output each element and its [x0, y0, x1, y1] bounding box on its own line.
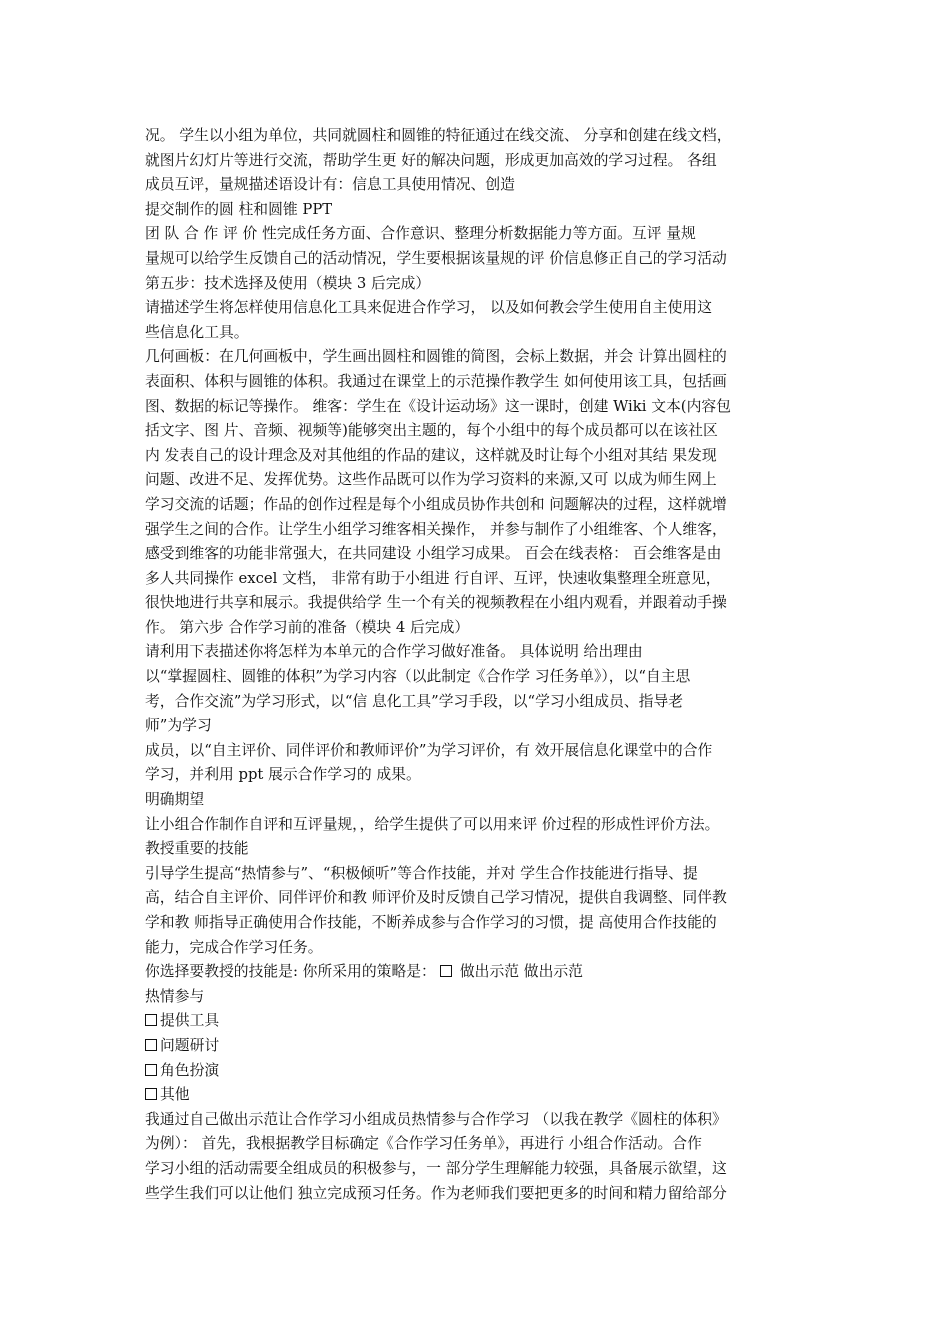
text-line: 况。 学生以小组为单位，共同就圆柱和圆锥的特征通过在线交流、 分享和创建在线文档， [145, 127, 732, 144]
text-line: 第五步：技术选择及使用（模块 3 后完成） [145, 274, 431, 292]
text-line: 请描述学生将怎样使用信息化工具来促进合作学习， 以及如何教会学生使用自主使用这 [145, 299, 712, 317]
text-line: 能力，完成合作学习任务。 [145, 938, 323, 956]
text-line: 高，结合自主评价、同伴评价和教 师评价及时反馈自己学习情况，提供自我调整、同伴教 [145, 889, 727, 907]
text-line: 内 发表自己的设计理念及对其他组的作品的建议，这样就及时让每个小组对其结 果发现 [145, 446, 717, 464]
text-line: 就图片幻灯片等进行交流，帮助学生更 好的解决问题，形成更加高效的学习过程。 各组 [145, 151, 717, 169]
text-line: 很快地进行共享和展示。我提供给学 生一个有关的视频教程在小组内观看，并跟着动手操 [145, 594, 727, 612]
text-line: 括文字、图 片、音频、视频等)能够突出主题的，每个小组中的每个成员都可以在该社区 [145, 422, 718, 440]
text-line: 学习小组的活动需要全组成员的积极参与，一 部分学生理解能力较强，具备展示欲望，这 [145, 1159, 727, 1177]
text-line: 教授重要的技能 [145, 840, 249, 858]
document-body [145, 124, 815, 1206]
option-label: 角色扮演 [160, 1061, 220, 1079]
option-item[interactable] [145, 1059, 815, 1084]
text-line: 量规可以给学生反馈自己的活动情况，学生要根据该量规的评 价信息修正自己的学习活动 [145, 249, 727, 267]
strategy-prefix: 你选择要教授的技能是: 你所采用的策略是： [145, 963, 436, 981]
text-line: 师”为学习 [145, 717, 212, 735]
text-line: 表面积、体积与圆锥的体积。我通过在课堂上的示范操作教学生 如何使用该工具，包括画 [145, 372, 727, 390]
text-line: 成员，以“自主评价、同伴评价和教师评价”为学习评价，有 效开展信息化课堂中的合作 [145, 741, 713, 759]
text-line: 些学生我们可以让他们 独立完成预习任务。作为老师我们要把更多的时间和精力留给部分 [145, 1184, 727, 1202]
checkbox-icon[interactable] [145, 1088, 157, 1100]
text-line: 多人共同操作 excel 文档， 非常有助于小组进 行自评、互评，快速收集整理全班意见， [145, 569, 721, 587]
strategy-line [145, 960, 815, 985]
chosen-skill: 热情参与 [145, 987, 205, 1005]
checkbox-icon[interactable] [440, 965, 452, 977]
option-label: 其他 [160, 1086, 190, 1104]
text-line: 考，合作交流”为学习形式，以“信 息化工具”学习手段，以“学习小组成员、指导老 [145, 692, 684, 710]
text-line: 学习，并利用 ppt 展示合作学习的 成果。 [145, 766, 421, 784]
text-line: 提交制作的圆 柱和圆锥 PPT [145, 200, 333, 218]
text-line: 以“掌握圆柱、圆锥的体积”为学习内容（以此制定《合作学 习任务单》），以“自主思 [145, 668, 691, 686]
text-line: 我通过自己做出示范让合作学习小组成员热情参与合作学习 （以我在教学《圆柱的体积》 [145, 1110, 727, 1128]
text-line: 感受到维客的功能非常强大，在共同建设 小组学习成果。 百会在线表格： 百会维客是由 [145, 545, 722, 563]
text-line: 学和教 师指导正确使用合作技能，不断养成参与合作学习的习惯，提 高使用合作技能的 [145, 914, 717, 931]
text-line: 引导学生提高“热情参与”、“积极倾听”等合作技能，并对 学生合作技能进行指导、提 [145, 864, 698, 882]
text-line: 团 队 合 作 评 价 性完成任务方面、合作意识、整理分析数据能力等方面。互评 量规 [145, 225, 696, 243]
text-line: 问题、改进不足、发挥优势。这些作品既可以作为学习资料的来源,又可 以成为师生网上 [145, 471, 717, 489]
strategy-suffix: 做出示范 [523, 963, 583, 981]
checkbox-icon[interactable] [145, 1064, 157, 1076]
closing-paragraph [145, 1108, 815, 1206]
text-line: 请利用下表描述你将怎样为本单元的合作学习做好准备。 具体说明 给出理由 [145, 643, 643, 661]
strategy-option-label: 做出示范 [459, 963, 520, 981]
checkbox-icon[interactable] [145, 1014, 157, 1026]
option-item[interactable] [145, 1083, 815, 1108]
strategy-options [145, 1009, 815, 1107]
text-line: 明确期望 [145, 791, 205, 809]
text-line: 作。 第六步 合作学习前的准备（模块 4 后完成） [145, 618, 470, 636]
text-line: 图、数据的标记等操作。 维客：学生在《设计运动场》这一课时，创建 Wiki 文本(内容包 [145, 397, 731, 415]
option-item[interactable] [145, 1009, 815, 1034]
text-line: 几何画板：在几何画板中，学生画出圆柱和圆锥的简图，会标上数据，并会 计算出圆柱的 [145, 348, 727, 366]
text-line: 强学生之间的合作。让学生小组学习维客相关操作， 并参与制作了小组维客、个人维客， [145, 520, 727, 538]
paragraph-block [145, 124, 815, 960]
text-line: 让小组合作制作自评和互评量规，，给学生提供了可以用来评 价过程的形成性评价方法。 [145, 815, 720, 833]
checkbox-icon[interactable] [145, 1039, 157, 1051]
text-line: 学习交流的话题；作品的创作过程是每个小组成员协作共创和 问题解决的过程，这样就增 [145, 495, 727, 513]
option-label: 问题研讨 [160, 1036, 220, 1054]
option-label: 提供工具 [160, 1012, 220, 1030]
text-line: 些信息化工具。 [145, 323, 249, 341]
text-line: 为例）： 首先，我根据教学目标确定《合作学习任务单》，再进行 小组合作活动。合作 [145, 1135, 702, 1153]
text-line: 成员互评，量规描述语设计有：信息工具使用情况、创造 [145, 176, 515, 194]
option-item[interactable] [145, 1034, 815, 1059]
